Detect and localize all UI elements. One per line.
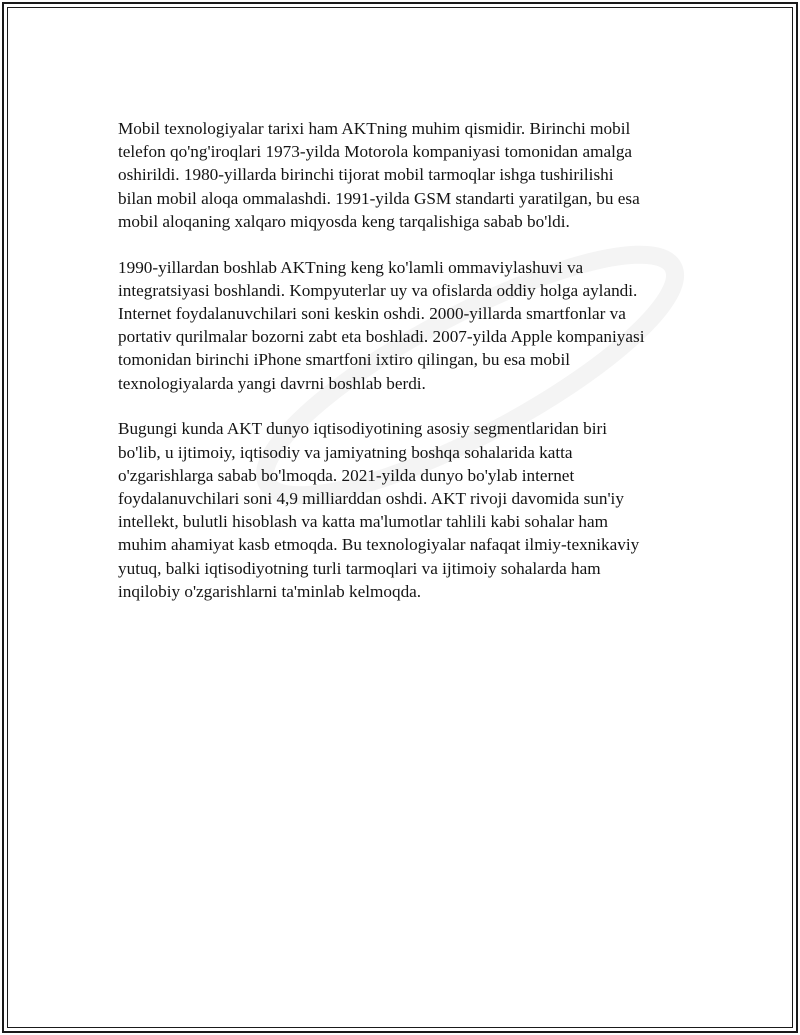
document-body bbox=[118, 117, 688, 626]
paragraph-mobile-history: Mobil texnologiyalar tarixi ham AKTning muhim qismidir. Birinchi mobil telefon qo'ng'iroqlari 1973-yilda Motorola kompaniyasi tomonidan amalga oshirildi. 1980-yillarda birinchi tijorat mobil tarmoqlar ishga tushirilishi bilan mobil aloqa ommalashdi. 1991-yilda GSM standarti yaratilgan, bu esa mobil aloqaning xalqaro miqyosda keng tarqalishiga sabab bo'ldi. bbox=[118, 119, 640, 231]
paragraph-mass-adoption: 1990-yillardan boshlab AKTning keng ko'lamli ommaviylashuvi va integratsiyasi boshlandi. Kompyuterlar uy va ofislarda oddiy holga aylandi. Internet foydalanuvchilari soni keskin oshdi. 2000-yillarda smartfonlar va portativ qurilmalar bozorni zabt eta boshladi. 2007-yilda Apple kompaniyasi tomonidan birinchi iPhone smartfoni ixtiro qilingan, bu esa mobil texnologiyalarda yangi davrni boshlab berdi. bbox=[118, 257, 645, 393]
paragraph-ict-today: Bugungi kunda AKT dunyo iqtisodiyotining asosiy segmentlaridan biri bo'lib, u ijtimoiy, iqtisodiy va jamiyatning boshqa sohalarida katta o'zgarishlarga sabab bo'lmoqda. 2021-yilda dunyo bo'ylab internet foydalanuvchilari soni 4,9 milliarddan oshdi. AKT rivoji davomida sun'iy intellekt, bulutli hisoblash va katta ma'lumotlar tahlili kabi sohalar ham muhim ahamiyat kasb etmoqda. Bu texnologiyalar nafaqat ilmiy-texnikaviy yutuq, balki iqtisodiyotning turli tarmoqlari va ijtimoiy sohalarda ham inqilobiy o'zgarishlarni ta'minlab kelmoqda. bbox=[118, 419, 640, 601]
